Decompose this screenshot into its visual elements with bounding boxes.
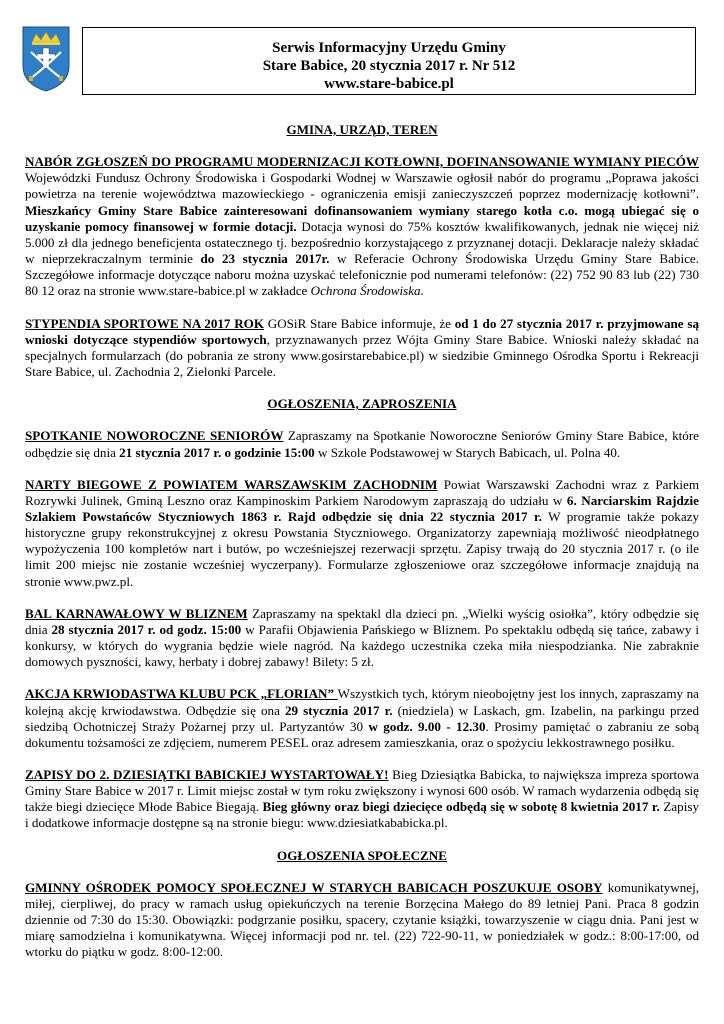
article-stypendia: STYPENDIA SPORTOWE NA 2017 ROK GOSiR Stare Babice informuje, że od 1 do 27 stycznia 2017 r. przyjmowane są wnioski dotyczące stypendiów sportowych, przyznawanych przez Wójta Gminy Stare Babice. Wnioski należy składać na specjalnych formularzach (do pobrania ze strony www.gosirstarebabice.pl) w siedzibie Gminnego Ośrodka Sportu i Rekreacji Stare Babice, ul. Zachodnia 2, Zielonki Parcele. [25,315,699,380]
header-website: www.stare-babice.pl [324,76,454,92]
article-heading: AKCJA KRWIODASTWA KLUBU PCK „FLORIAN” [25,686,338,702]
article-krwiodastwo: AKCJA KRWIODASTWA KLUBU PCK „FLORIAN” Wszystkich tych, którym nieobojętny jest los innych, zapraszamy na kolejną akcję krwiodawstwa. Odbędzie się ona 29 stycznia 2017 r. (niedziela) w Laskach, gm. Izabelin, na parkingu przed siedzibą Ochotniczej Straży Pożarnej przy ul. Partyzantów 30 w godz. 9.00 - 12.30. Prosimy pamiętać o zabraniu ze sobą dokumentu tożsamości ze zdjęciem, numerem PESEL oraz adresem zamieszkania, oraz o spożyciu lekkostrawnego posiłku. [25,686,700,750]
article-bal: BAL KARNAWAŁOWY W BLIZNEM Zapraszamy na spektakl dla dzieci pn. „Wielki wyścig osiołka”, który odbędzie się dnia 28 stycznia 2017 r. od godz. 15:00 w Parafii Objawienia Pańskiego w Bliznem. Po spektaklu odbędą się tańce, zabawy i konkursy, w których do wygrania będzie wiele nagród. Na każdego uczestnika czeka miła niespodzianka. Nie zabraknie domowych pyszności, kawy, herbaty i dobrej zabawy! Bilety: 5 zł. [25,605,699,670]
article-kotlownie: NABÓR ZGŁOSZEŃ DO PROGRAMU MODERNIZACJI KOTŁOWNI, DOFINANSOWANIE WYMIANY PIECÓW Wojewódzki Fundusz Ochrony Środowiska i Gospodarki Wodnej w Warszawie ogłosił nabór do programu „Poprawa jakości powietrza na terenie województwa mazowieckiego - ograniczenia emisji zanieczyszczeń poprzez modernizację kotłowni”. Mieszkańcy Gminy Stare Babice zainteresowani dofinansowaniem wymiany starego kotła c.o. mogą ubiegać się o uzyskanie pomocy finansowej w formie dotacji. Dotacja wynosi do 75% kosztów kwalifikowanych, jednak nie więcej niż 5.000 zł dla jednego beneficjenta ostatecznego tj. bezpośrednio korzystającego z przyznanej dotacji. Deklaracje należy składać w nieprzekraczalnym terminie do 23 stycznia 2017r. w Referacie Ochrony Środowiska Urzędu Gminy Stare Babice. Szczegółowe informacje dotyczące naboru można uzyskać telefonicznie pod numerami telefonów: (22) 752 90 83 lub (22) 730 80 12 oraz na stronie www.stare-babice.pl w zakładce Ochrona Środowiska. [25,154,699,299]
article-heading: STYPENDIA SPORTOWE NA 2017 ROK [25,315,265,331]
article-dziesiatka: ZAPISY DO 2. DZIESIĄTKI BABICKIEJ WYSTARTOWAŁY! Bieg Dziesiątka Babicka, to największa impreza sportowa Gminy Stare Babice w 2017 r. Limit miejsc został w tym roku zwiększony i wynosi 600 osób. W ramach wydarzenia odbędą się także biegi dziecięce Młode Babice Biegają. Bieg główny oraz biegi dziecięce odbędą się w sobotę 8 kwietnia 2017 r. Zapisy i dodatkowe informacje dostępne są na stronie biegu: www.dziesiatkababicka.pl. [25,767,700,831]
section-heading-gmina: GMINA, URZĄD, TEREN [286,122,438,137]
article-heading: GMINNY OŚRODEK POMOCY SPOŁECZNEJ W STARYCH BABICACH POSZUKUJE OSOBY [25,879,603,895]
article-heading: ZAPISY DO 2. DZIESIĄTKI BABICKIEJ WYSTARTOWAŁY! [25,767,389,782]
coat-of-arms-icon [22,26,70,92]
newsletter-content [25,122,699,977]
article-heading: SPOTKANIE NOWOROCZNE SENIORÓW [25,428,284,444]
article-narty: NARTY BIEGOWE Z POWIATEM WARSZAWSKIM ZACHODNIM Powiat Warszawski Zachodni wraz z Parkiem Rozrywki Julinek, Gminą Leszno oraz Kampinoskim Parkiem Narodowym zapraszają do udziału w 6. Narciarskim Rajdzie Szlakiem Powstańców Styczniowych 1863 r. Rajd odbędzie się dnia 22 stycznia 2017 r. W programie także pokazy historyczne grupy rekonstrukcyjnej z okresu Powstania Styczniowego. Organizatorzy zapewniają możliwość nieodpłatnego wypożyczenia 100 kompletów nart i butów, po wcześniejszej rezerwacji sprzętu. Zapisy trwają do 20 stycznia 2017 r. (o ile limit 200 miejsc nie zostanie wcześniej wyczerpany). Formularze zgłoszeniowe oraz szczegółowe informacje znajdują na stronie www.pwz.pl. [25,476,700,589]
section-heading-spoleczne: OGŁOSZENIA SPOŁECZNE [277,847,447,863]
header-title: Serwis Informacyjny Urzędu Gminy [272,40,506,56]
article-seniorzy: SPOTKANIE NOWOROCZNE SENIORÓW Zapraszamy na Spotkanie Noworoczne Seniorów Gminy Stare Babice, które odbędzie się dnia 21 stycznia 2017 r. o godzinie 15:00 w Szkole Podstawowej w Starych Babicach, ul. Polna 40. [25,428,699,460]
newsletter-header [82,27,696,95]
article-heading: NABÓR ZGŁOSZEŃ DO PROGRAMU MODERNIZACJI KOTŁOWNI, DOFINANSOWANIE WYMIANY PIECÓW [25,154,699,170]
article-heading: BAL KARNAWAŁOWY W BLIZNEM [25,605,248,621]
section-heading-ogloszenia: OGŁOSZENIA, ZAPROSZENIA [267,396,457,412]
article-heading: NARTY BIEGOWE Z POWIATEM WARSZAWSKIM ZACHODNIM [25,476,438,492]
article-gops: GMINNY OŚRODEK POMOCY SPOŁECZNEJ W STARYCH BABICACH POSZUKUJE OSOBY komunikatywnej, miłej, cierpliwej, do pracy w ramach usług opiekuńczych na terenie Borzęcina Małego do 89 letniej Pani. Praca 8 godzin dziennie od 7:30 do 15:30. Obowiązki: podgrzanie posiłku, spacery, czytanie książki, towarzyszenie w ciągu dnia. Pani jest w miarę samodzielna i komunikatywna. Więcej informacji pod nr. tel. (22) 722-90-11, w poniedziałek w godz.: 8:00-17:00, od wtorku do piątku w godz. 8:00-12:00. [25,879,699,960]
header-issue: Stare Babice, 20 stycznia 2017 r. Nr 512 [262,58,516,74]
